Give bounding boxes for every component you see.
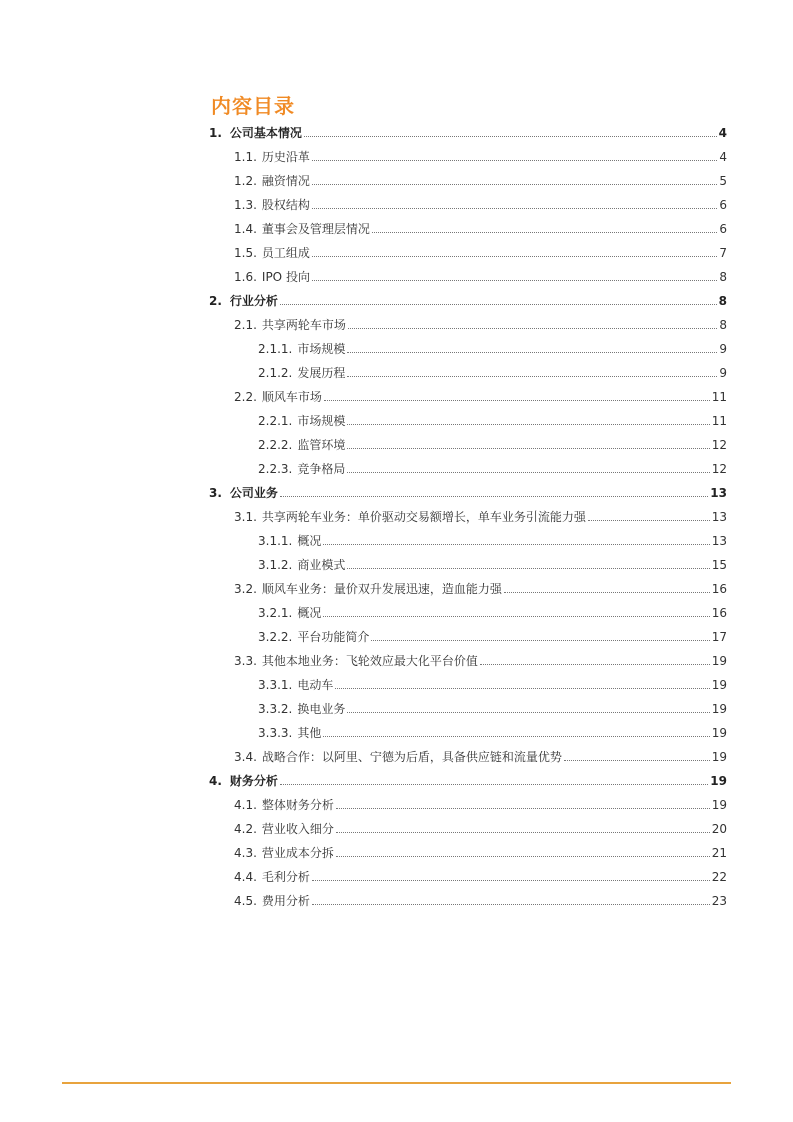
toc-entry-number: 3.3. <box>234 654 257 668</box>
toc-entry-page: 20 <box>711 822 727 836</box>
toc-entry-label: 竞争格局 <box>297 462 346 476</box>
toc-entry-leader <box>312 903 710 905</box>
toc-entry-label: 员工组成 <box>261 246 310 260</box>
toc-entry-leader <box>371 639 709 641</box>
toc-entry-label: 费用分析 <box>261 894 310 908</box>
toc-title: 内容目录 <box>211 94 295 118</box>
toc-entry-number: 4.4. <box>234 870 257 884</box>
toc-entry[interactable] <box>234 745 727 765</box>
toc-entry-number: 3.3.3. <box>258 726 293 740</box>
toc-entry-number: 2.2.3. <box>258 462 293 476</box>
toc-entry-label: 公司业务 <box>229 486 278 500</box>
toc-entry-page: 16 <box>711 606 727 620</box>
toc-entry-label: 概况 <box>297 606 322 620</box>
toc-entry-leader <box>335 687 709 689</box>
toc-entry[interactable] <box>258 601 727 621</box>
toc-entry-leader <box>372 231 717 233</box>
toc-entry-number: 1.4. <box>234 222 257 236</box>
toc-entry-number: 2.2.1. <box>258 414 293 428</box>
toc-entry-label: 商业模式 <box>297 558 346 572</box>
toc-entry[interactable] <box>234 217 727 237</box>
toc-entry-label: 共享两轮车业务：单价驱动交易额增长，单车业务引流能力强 <box>261 510 586 524</box>
toc-entry[interactable] <box>234 649 727 669</box>
toc-entry-label: 战略合作：以阿里、宁德为后盾，具备供应链和流量优势 <box>261 750 562 764</box>
toc-entry[interactable] <box>234 577 727 597</box>
toc-entry-label: 概况 <box>297 534 322 548</box>
toc-entry-number: 1. <box>209 126 222 140</box>
toc-entry[interactable] <box>234 793 727 813</box>
toc-entry-leader <box>312 159 717 161</box>
toc-entry-label: 共享两轮车市场 <box>261 318 346 332</box>
toc-entry-label: 营业成本分拆 <box>261 846 334 860</box>
toc-entry-leader <box>347 711 709 713</box>
toc-entry-page: 8 <box>718 294 727 308</box>
toc-entry-leader <box>336 831 710 833</box>
toc-entry[interactable] <box>258 721 727 741</box>
toc-entry-page: 21 <box>711 846 727 860</box>
toc-entry-number: 2.1. <box>234 318 257 332</box>
toc-entry[interactable] <box>234 145 727 165</box>
toc-entry[interactable] <box>234 505 727 525</box>
toc-entry-page: 22 <box>711 870 727 884</box>
toc-entry-page: 8 <box>719 318 727 332</box>
toc-entry-number: 1.5. <box>234 246 257 260</box>
toc-entry-number: 1.2. <box>234 174 257 188</box>
toc-entry-leader <box>312 207 717 209</box>
toc-entry-label: 市场规模 <box>297 414 346 428</box>
toc-entry-leader <box>347 375 717 377</box>
toc-entry-number: 3.2. <box>234 582 257 596</box>
toc-entry-leader <box>336 807 710 809</box>
toc-entry-leader <box>304 135 717 137</box>
toc-entry[interactable] <box>258 625 727 645</box>
toc-entry-number: 2.1.1. <box>258 342 293 356</box>
toc-entry-label: 电动车 <box>297 678 334 692</box>
toc-entry-number: 4.5. <box>234 894 257 908</box>
toc-entry-page: 13 <box>710 486 727 500</box>
toc-entry[interactable] <box>258 409 727 429</box>
toc-entry-number: 3.1.2. <box>258 558 293 572</box>
toc-entry-number: 2.1.2. <box>258 366 293 380</box>
toc-entry-label: 整体财务分析 <box>261 798 334 812</box>
toc-entry-label: 其他本地业务：飞轮效应最大化平台价值 <box>261 654 478 668</box>
toc-entry-number: 4. <box>209 774 222 788</box>
toc-entry[interactable] <box>209 121 727 141</box>
toc-entry[interactable] <box>258 361 727 381</box>
toc-entry-label: 其他 <box>297 726 322 740</box>
toc-entry[interactable] <box>234 241 727 261</box>
toc-entry-label: 营业收入细分 <box>261 822 334 836</box>
toc-entry-page: 9 <box>719 342 727 356</box>
toc-entry-leader <box>347 567 709 569</box>
toc-entry[interactable] <box>234 313 727 333</box>
toc-entry[interactable] <box>234 265 727 285</box>
toc-entry[interactable] <box>258 337 727 357</box>
toc-entry-label: 市场规模 <box>297 342 346 356</box>
toc-entry[interactable] <box>234 865 727 885</box>
toc-entry-page: 19 <box>711 750 727 764</box>
toc-entry[interactable] <box>258 529 727 549</box>
toc-entry-number: 2.2. <box>234 390 257 404</box>
toc-entry-page: 13 <box>711 534 727 548</box>
toc-entry[interactable] <box>234 169 727 189</box>
toc-entry-label: 行业分析 <box>229 294 278 308</box>
toc-entry-label: 换电业务 <box>297 702 346 716</box>
toc-entry[interactable] <box>209 289 727 309</box>
toc-entry-page: 6 <box>719 222 727 236</box>
toc-entry-page: 15 <box>711 558 727 572</box>
toc-entry-leader <box>504 591 710 593</box>
toc-entry-label: 融资情况 <box>261 174 310 188</box>
toc-entry[interactable] <box>258 433 727 453</box>
toc-entry-page: 13 <box>711 510 727 524</box>
toc-entry-leader <box>347 351 717 353</box>
toc-entry-leader <box>347 423 709 425</box>
toc-entry-leader <box>312 879 710 881</box>
footer-rule <box>62 1082 731 1084</box>
toc-entry-number: 4.3. <box>234 846 257 860</box>
toc-entry[interactable] <box>258 553 727 573</box>
toc-entry-label: 平台功能简介 <box>297 630 370 644</box>
toc-entry[interactable] <box>209 481 727 501</box>
toc-entry-label: 发展历程 <box>297 366 346 380</box>
toc-entry-label: IPO 投向 <box>261 270 310 284</box>
toc-entry-page: 4 <box>719 150 727 164</box>
toc-entry-page: 12 <box>711 438 727 452</box>
toc-entry-leader <box>312 255 717 257</box>
toc-entry-number: 2. <box>209 294 222 308</box>
toc-entry-page: 7 <box>719 246 727 260</box>
toc-entry-leader <box>347 447 709 449</box>
toc-entry-leader <box>564 759 710 761</box>
toc-entry-number: 3.3.1. <box>258 678 293 692</box>
toc-entry-leader <box>347 471 709 473</box>
toc-entry-page: 5 <box>719 174 727 188</box>
toc-entry[interactable] <box>258 673 727 693</box>
toc-entry[interactable] <box>234 817 727 837</box>
toc-entry-leader <box>588 519 710 521</box>
toc-entry-page: 11 <box>711 414 727 428</box>
toc-entry-page: 9 <box>719 366 727 380</box>
toc-entry-label: 历史沿革 <box>261 150 310 164</box>
toc-entry-label: 财务分析 <box>229 774 278 788</box>
toc-entry-label: 监管环境 <box>297 438 346 452</box>
toc-entry-number: 3.1. <box>234 510 257 524</box>
toc-entry-page: 19 <box>711 678 727 692</box>
toc-entry-leader <box>348 327 717 329</box>
toc-entry-leader <box>280 783 708 785</box>
toc-entry[interactable] <box>234 841 727 861</box>
toc-entry-page: 19 <box>711 726 727 740</box>
toc-entry[interactable] <box>234 889 727 909</box>
toc-entry-number: 3.3.2. <box>258 702 293 716</box>
toc-entry-page: 23 <box>711 894 727 908</box>
toc-entry-label: 股权结构 <box>261 198 310 212</box>
toc-entry-page: 8 <box>719 270 727 284</box>
toc-entry-leader <box>312 279 717 281</box>
toc-entry-page: 17 <box>711 630 727 644</box>
toc-entry-leader <box>323 615 709 617</box>
toc-entry-number: 3. <box>209 486 222 500</box>
toc-entry[interactable] <box>234 385 727 405</box>
toc-entry-label: 董事会及管理层情况 <box>261 222 370 236</box>
toc-entry[interactable] <box>209 769 727 789</box>
toc-entry-page: 16 <box>711 582 727 596</box>
toc-entry-number: 3.1.1. <box>258 534 293 548</box>
toc-entry-number: 3.2.2. <box>258 630 293 644</box>
toc-entry-label: 公司基本情况 <box>229 126 302 140</box>
toc-entry-leader <box>336 855 710 857</box>
toc-entry-page: 19 <box>710 774 727 788</box>
toc-entry-number: 4.1. <box>234 798 257 812</box>
toc-entry-leader <box>323 543 709 545</box>
toc-entry-page: 19 <box>711 654 727 668</box>
toc-entry[interactable] <box>258 457 727 477</box>
toc-entry-number: 2.2.2. <box>258 438 293 452</box>
toc-entry-number: 1.6. <box>234 270 257 284</box>
toc-entry[interactable] <box>258 697 727 717</box>
toc-entry-leader <box>280 495 708 497</box>
toc-entry-page: 19 <box>711 798 727 812</box>
toc-entry-label: 毛利分析 <box>261 870 310 884</box>
toc-entry-page: 11 <box>711 390 727 404</box>
toc-entry-number: 3.2.1. <box>258 606 293 620</box>
toc-entry-page: 12 <box>711 462 727 476</box>
toc-entry-number: 1.1. <box>234 150 257 164</box>
toc-entry-label: 顺风车业务：量价双升发展迅速，造血能力强 <box>261 582 502 596</box>
toc-entry-page: 6 <box>719 198 727 212</box>
toc-entry-leader <box>280 303 717 305</box>
toc-entry[interactable] <box>234 193 727 213</box>
toc-entry-leader <box>323 735 709 737</box>
toc-entry-leader <box>324 399 710 401</box>
toc-entry-page: 19 <box>711 702 727 716</box>
toc-entry-leader <box>480 663 710 665</box>
toc-entry-number: 1.3. <box>234 198 257 212</box>
toc-entry-label: 顺风车市场 <box>261 390 322 404</box>
toc-entry-number: 3.4. <box>234 750 257 764</box>
toc-entry-page: 4 <box>718 126 727 140</box>
toc-entry-number: 4.2. <box>234 822 257 836</box>
toc-entry-leader <box>312 183 717 185</box>
